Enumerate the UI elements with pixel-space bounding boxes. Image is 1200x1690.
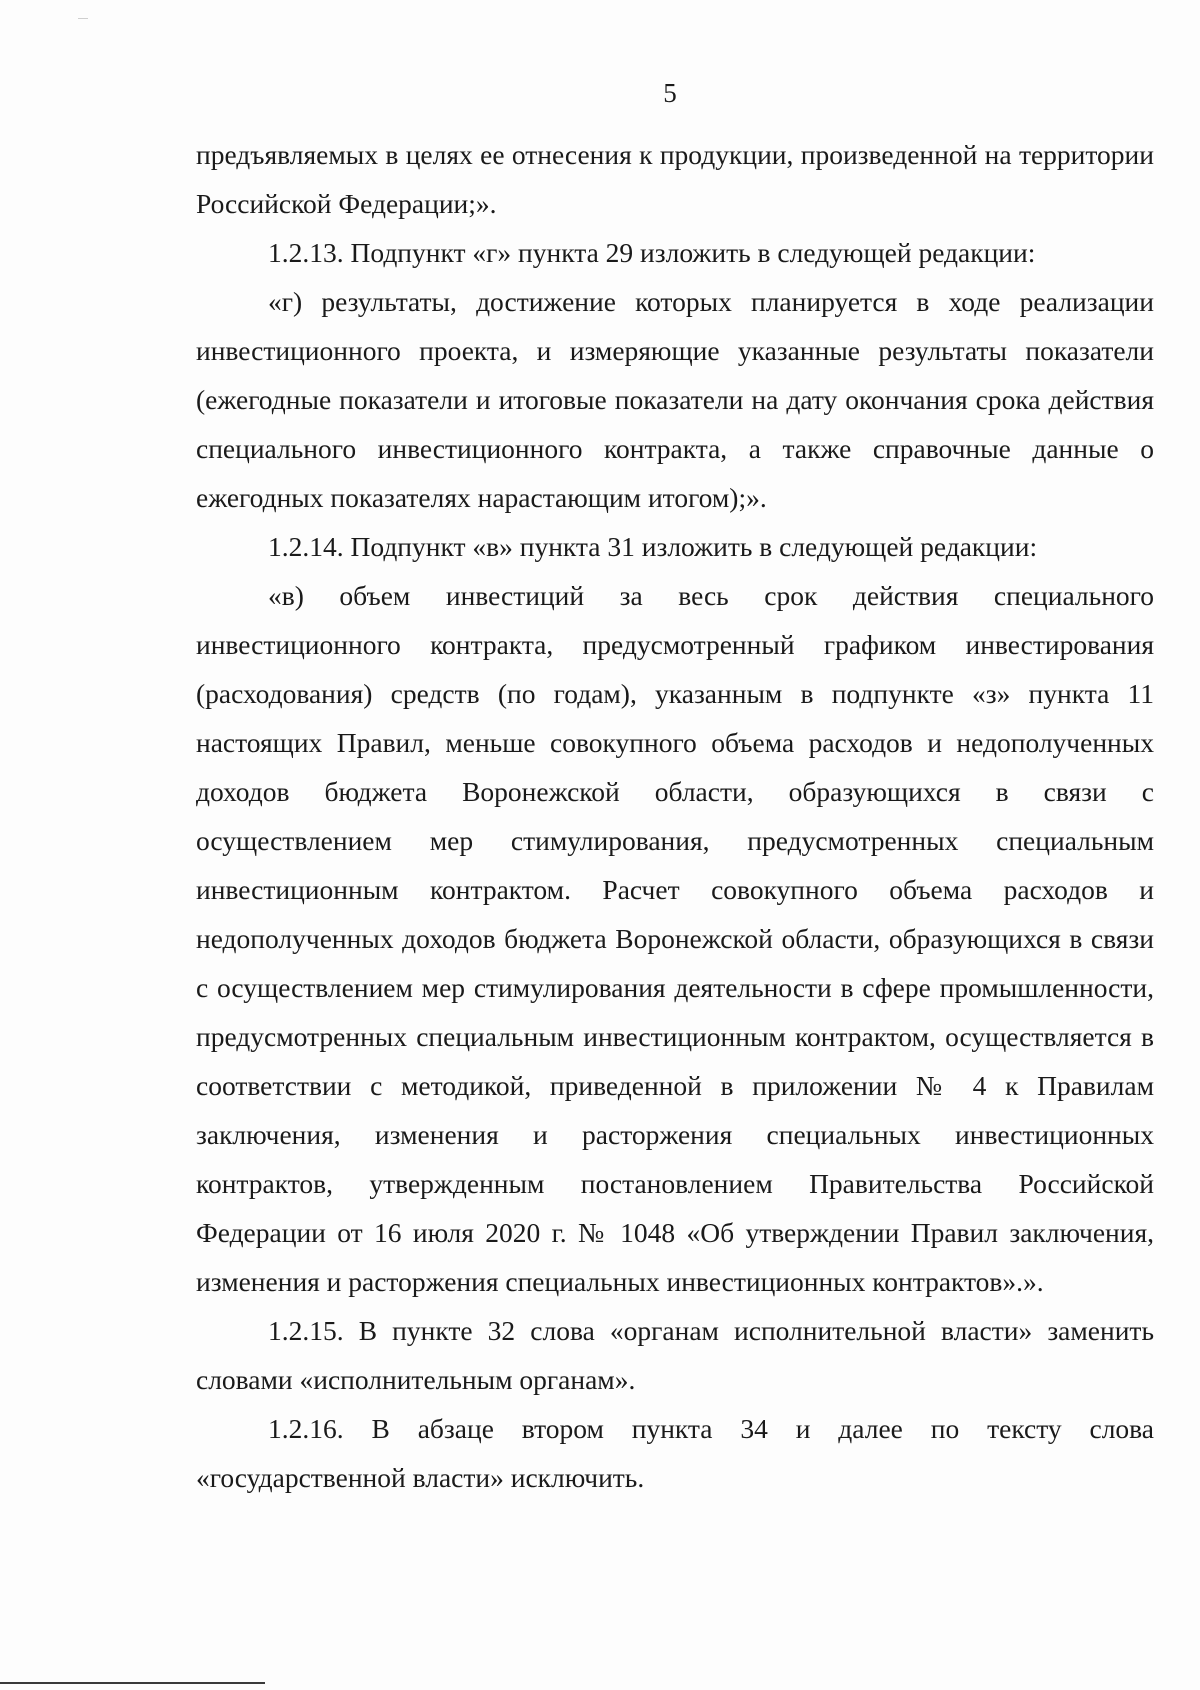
paragraph-subpoint-v: «в) объем инвестиций за весь срок действия специального инвестиционного контракта, предусмотренный графиком инвестирования (расходования) средств (по годам), указанным в подпункте «з» пункта 11 настоящих Правил, меньше совокупного объема расходов и недополученных доходов бюджета Воронежской области, образующихся в связи с осуществлением мер стимулирования, предусмотренных специальным инвестиционным контрактом. Расчет совокупного объема расходов и недополученных доходов бюджета Воронежской области, образующихся в связи с осуществлением мер стимулирования деятельности в сфере промышленности, предусмотренных специальным инвестиционным контрактом, осуществляется в соответствии с методикой, приведенной в приложении № 4 к Правилам заключения, изменения и расторжения специальных инвестиционных контрактов, утвержденным постановлением Правительства Российской Федерации от 16 июля 2020 г. № 1048 «Об утверждении Правил заключения, изменения и расторжения специальных инвестиционных контрактов».». — [196, 580, 1154, 1297]
paragraph-1-2-16: 1.2.16. В абзаце втором пункта 34 и далее по тексту слова «государственной власти» исключить. — [196, 1413, 1154, 1493]
paragraph-1-2-13: 1.2.13. Подпункт «г» пункта 29 изложить в следующей редакции: — [268, 237, 1036, 268]
scan-artifact — [78, 18, 88, 19]
paragraph-1-2-15: 1.2.15. В пункте 32 слова «органам исполнительной власти» заменить словами «исполнительным органам». — [196, 1315, 1154, 1395]
document-body — [196, 130, 1154, 1502]
paragraph-continuation: предъявляемых в целях ее отнесения к продукции, произведенной на территории Российской Федерации;». — [196, 139, 1154, 219]
scan-edge-line — [0, 1682, 265, 1684]
paragraph-1-2-14: 1.2.14. Подпункт «в» пункта 31 изложить в следующей редакции: — [268, 531, 1038, 562]
page-number: 5 — [663, 78, 677, 108]
paragraph-subpoint-g: «г) результаты, достижение которых планируется в ходе реализации инвестиционного проекта, и измеряющие указанные результаты показатели (ежегодные показатели и итоговые показатели на дату окончания срока действия специального инвестиционного контракта, а также справочные данные о ежегодных показателях нарастающим итогом);». — [196, 286, 1154, 513]
